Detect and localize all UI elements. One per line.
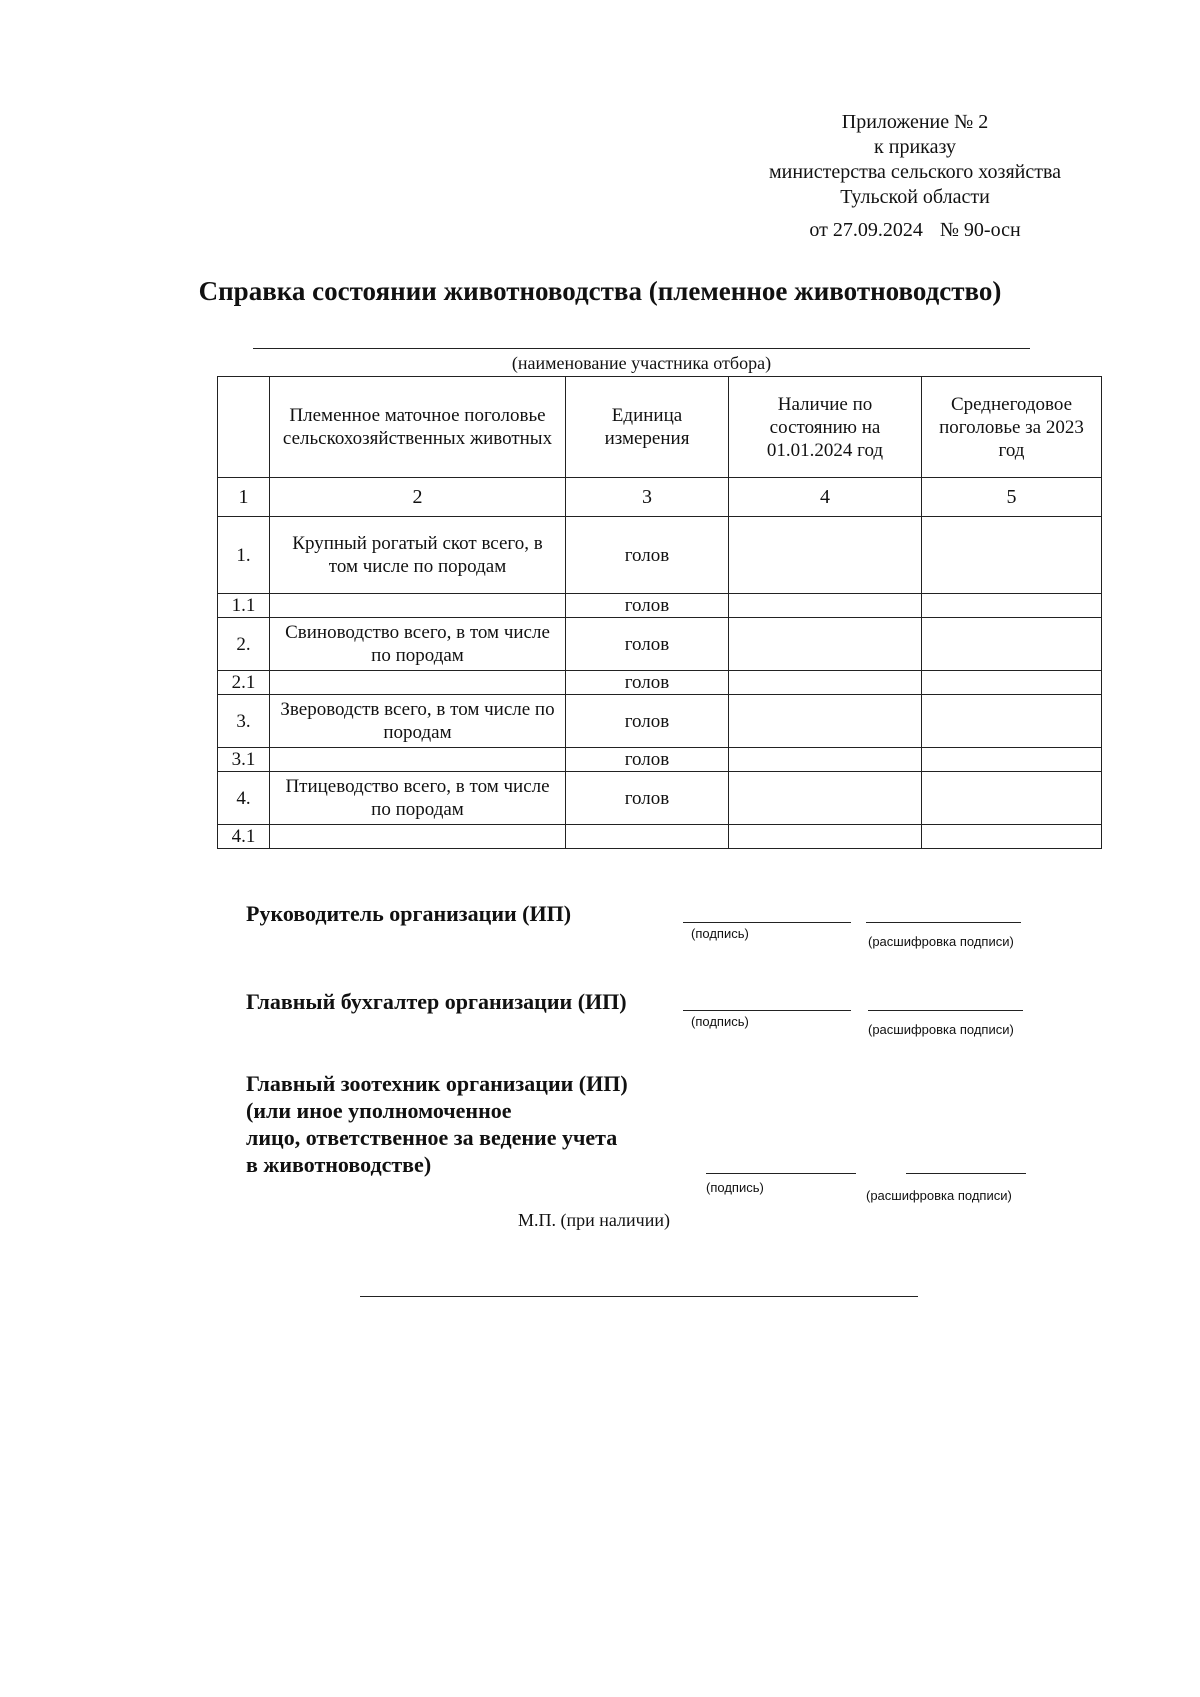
table-row (218, 618, 1102, 671)
row-animal: Птицеводство всего, в том числе по породам (270, 772, 566, 825)
row-average-cell[interactable] (922, 825, 1102, 849)
row-number: 1. (218, 517, 270, 594)
table-row (218, 825, 1102, 849)
stamp-note: М.П. (при наличии) (518, 1210, 670, 1230)
row-average-cell[interactable] (922, 671, 1102, 695)
row-average-cell[interactable] (922, 517, 1102, 594)
order-number: № 90-осн (939, 219, 1021, 241)
signature-zootech-title-1: Главный зоотехник организации (ИП) (246, 1071, 628, 1096)
column-numbers-row (218, 478, 1102, 517)
row-number: 2.1 (218, 671, 270, 695)
row-animal: Звероводств всего, в том числе по породам (270, 695, 566, 748)
column-number: 2 (270, 478, 566, 517)
row-breed-cell[interactable] (270, 594, 566, 618)
appendix-order-ref: к приказу (874, 136, 956, 158)
row-quantity-cell[interactable] (729, 695, 922, 748)
signature-zootech-title-3: лицо, ответственное за ведение учета (246, 1125, 618, 1150)
header-quantity: Наличие по состоянию на 01.01.2024 год (729, 377, 922, 478)
row-breed-cell[interactable] (270, 825, 566, 849)
row-quantity-cell[interactable] (729, 517, 922, 594)
row-average-cell[interactable] (922, 695, 1102, 748)
decoding-caption: (расшифровка подписи) (868, 934, 1014, 949)
appendix-header (720, 110, 1110, 243)
row-unit: голов (566, 695, 729, 748)
signature-block-head (246, 900, 1046, 960)
row-number: 4. (218, 772, 270, 825)
table-row (218, 748, 1102, 772)
row-average-cell[interactable] (922, 618, 1102, 671)
appendix-number: Приложение № 2 (841, 111, 989, 133)
decoding-caption: (расшифровка подписи) (868, 1022, 1014, 1037)
row-breed-cell[interactable] (270, 748, 566, 772)
row-average-cell[interactable] (922, 594, 1102, 618)
table-row (218, 671, 1102, 695)
signature-caption: (подпись) (691, 1014, 749, 1029)
table-row (218, 517, 1102, 594)
row-average-cell[interactable] (922, 748, 1102, 772)
signature-line[interactable] (683, 922, 851, 923)
table-row (218, 772, 1102, 825)
appendix-region: Тульской области (840, 186, 990, 208)
row-unit: голов (566, 517, 729, 594)
row-breed-cell[interactable] (270, 671, 566, 695)
signature-line[interactable] (683, 1010, 851, 1011)
row-number: 4.1 (218, 825, 270, 849)
participant-caption: (наименование участника отбора) (511, 353, 772, 373)
signature-caption: (подпись) (706, 1180, 764, 1195)
document-title: Справка состоянии животноводства (племенное животноводство) (198, 276, 1002, 306)
row-unit: голов (566, 748, 729, 772)
signature-decoding-line[interactable] (868, 1010, 1023, 1011)
row-average-cell[interactable] (922, 772, 1102, 825)
order-date: от 27.09.2024 (809, 219, 923, 241)
header-unit: Единица измерения (566, 377, 729, 478)
row-number: 2. (218, 618, 270, 671)
row-unit: голов (566, 618, 729, 671)
signature-line[interactable] (706, 1173, 856, 1174)
decoding-caption: (расшифровка подписи) (866, 1188, 1012, 1203)
column-number: 5 (922, 478, 1102, 517)
appendix-ministry: министерства сельского хозяйства (768, 161, 1062, 183)
row-quantity-cell[interactable] (729, 748, 922, 772)
row-animal: Крупный рогатый скот всего, в том числе по породам (270, 517, 566, 594)
column-number: 3 (566, 478, 729, 517)
signature-block-zootechnician (246, 1070, 1046, 1210)
appendix-order-line (720, 218, 1110, 243)
row-unit: голов (566, 671, 729, 695)
column-number: 4 (729, 478, 922, 517)
signature-caption: (подпись) (691, 926, 749, 941)
row-quantity-cell[interactable] (729, 772, 922, 825)
table-header-row (218, 377, 1102, 478)
signature-decoding-line[interactable] (906, 1173, 1026, 1174)
header-average: Среднегодовое поголовье за 2023 год (922, 377, 1102, 478)
row-number: 1.1 (218, 594, 270, 618)
row-unit-cell[interactable] (566, 825, 729, 849)
participant-name-line (253, 348, 1030, 349)
column-number: 1 (218, 478, 270, 517)
signature-zootech-title-4: в животноводстве) (246, 1152, 432, 1177)
signature-head-title: Руководитель организации (ИП) (246, 901, 572, 926)
table-row (218, 695, 1102, 748)
table-row (218, 594, 1102, 618)
signature-decoding-line[interactable] (866, 922, 1021, 923)
row-animal: Свиноводство всего, в том числе по породам (270, 618, 566, 671)
row-quantity-cell[interactable] (729, 671, 922, 695)
livestock-table (217, 376, 1102, 849)
header-animals: Племенное маточное поголовье сельскохозяйственных животных (270, 377, 566, 478)
row-unit: голов (566, 772, 729, 825)
row-unit: голов (566, 594, 729, 618)
signature-block-accountant (246, 988, 1046, 1048)
row-quantity-cell[interactable] (729, 825, 922, 849)
signature-accountant-title: Главный бухгалтер организации (ИП) (246, 989, 627, 1014)
row-number: 3.1 (218, 748, 270, 772)
row-quantity-cell[interactable] (729, 594, 922, 618)
row-quantity-cell[interactable] (729, 618, 922, 671)
row-number: 3. (218, 695, 270, 748)
signature-zootech-title-2: (или иное уполномоченное (246, 1098, 512, 1123)
end-divider (360, 1296, 918, 1297)
header-number (218, 377, 270, 478)
